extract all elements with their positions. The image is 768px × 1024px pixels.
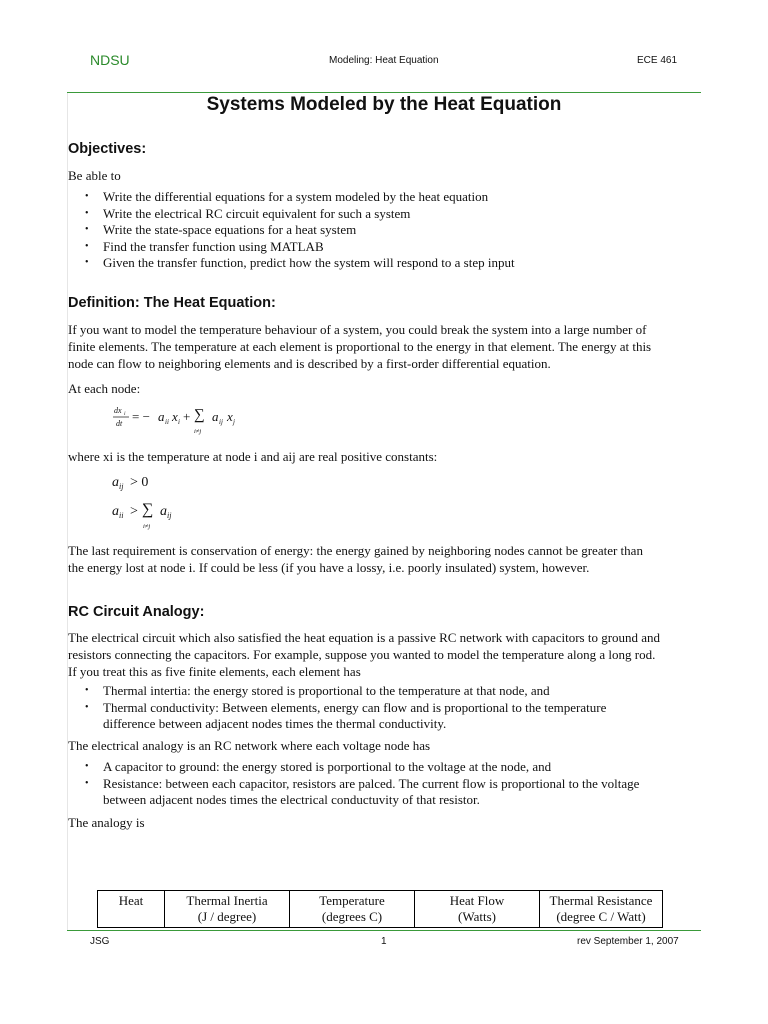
list-item-text: A capacitor to ground: the energy stored is porportional to the voltage at the node, and xyxy=(103,759,552,774)
electrical-properties-list xyxy=(68,759,639,809)
svg-text:= −: = − xyxy=(132,409,150,424)
svg-text:a: a xyxy=(212,409,219,424)
analogy-intro: The electrical analogy is an RC network where each voltage node has xyxy=(68,738,431,753)
at-each-node-text: At each node: xyxy=(68,381,141,396)
svg-text:j: j xyxy=(233,418,235,426)
svg-text:i: i xyxy=(178,418,180,426)
list-item xyxy=(68,776,639,809)
paragraph-line: node can flow to neighboring elements and is described by a first-order differential equation. xyxy=(68,356,551,371)
list-item-text: Thermal intertia: the energy stored is proportional to the temperature at that node, and xyxy=(103,683,550,698)
list-item xyxy=(68,683,606,700)
definition-heading: Definition: The Heat Equation: xyxy=(68,295,276,311)
table-cell xyxy=(415,891,540,928)
list-item: • Write the state-space equations for a heat system xyxy=(68,222,515,239)
cell-line: (degree C / Watt) xyxy=(556,909,646,924)
objectives-heading: Objectives: xyxy=(68,141,147,157)
rc-paragraph xyxy=(68,629,660,680)
footer-rule xyxy=(67,930,701,931)
svg-text:+: + xyxy=(183,409,191,424)
cell-line: Heat Flow xyxy=(449,893,505,908)
paragraph-line: resistors connecting the capacitors. For example, suppose you wanted to model the temperature along a long rod. xyxy=(68,647,656,662)
header-topic: Modeling: Heat Equation xyxy=(329,55,439,66)
analogy-table xyxy=(97,890,663,928)
paragraph-line: The electrical circuit which also satisfied the heat equation is a passive RC network with capacitors to ground and xyxy=(68,630,661,645)
list-item-text: between adjacent nodes times the electrical conductuvity of that resistor. xyxy=(103,792,480,807)
objectives-intro: Be able to xyxy=(68,168,121,183)
paragraph-line: finite elements. The temperature at each element is proportional to the energy in that element. The energy at this xyxy=(68,339,652,354)
svg-text:ij: ij xyxy=(119,482,124,491)
svg-text:a: a xyxy=(112,475,119,490)
where-text: where xi is the temperature at node i and aij are real positive constants: xyxy=(68,449,438,464)
header-org: NDSU xyxy=(90,52,130,68)
paragraph-line: If you want to model the temperature behaviour of a system, you could break the system into a large number of xyxy=(68,322,647,337)
footer-page-number: 1 xyxy=(381,936,387,947)
header-course: ECE 461 xyxy=(637,55,678,66)
paragraph-line: The last requirement is conservation of energy: the energy gained by neighboring nodes cannot be greater than xyxy=(68,543,643,558)
svg-text:∑: ∑ xyxy=(142,501,154,518)
list-item-text: • Resistance: between each capacitor, resistors are palced. The current flow is proportional to the voltage xyxy=(103,775,640,791)
paragraph-line: If you treat this as five finite elements, each element has xyxy=(68,664,361,679)
table-cell xyxy=(165,891,290,928)
list-item xyxy=(68,759,639,776)
svg-text:a: a xyxy=(112,504,119,519)
svg-text:dt: dt xyxy=(116,419,123,428)
svg-text:a: a xyxy=(158,409,165,424)
svg-text:>: > xyxy=(130,504,138,519)
svg-text:> 0: > 0 xyxy=(130,475,149,490)
footer-revision: rev September 1, 2007 xyxy=(577,936,679,947)
svg-text:i≠j: i≠j xyxy=(143,523,151,530)
cell-line: Temperature xyxy=(319,893,385,908)
table-cell xyxy=(98,891,165,928)
cell-line: Thermal Inertia xyxy=(186,893,268,908)
list-item-text: difference between adjacent nodes times the thermal conductivity. xyxy=(103,716,447,731)
list-item: • Given the transfer function, predict how the system will respond to a step input xyxy=(68,255,515,272)
header-rule xyxy=(67,92,701,93)
svg-text:ij: ij xyxy=(219,418,223,426)
thermal-properties-list xyxy=(68,683,606,733)
heat-equation-formula xyxy=(108,402,278,438)
svg-text:dx: dx xyxy=(114,406,122,415)
cell-line: (Watts) xyxy=(458,909,496,924)
conservation-paragraph xyxy=(68,542,643,576)
list-item xyxy=(68,700,606,733)
svg-text:i≠j: i≠j xyxy=(194,428,202,435)
svg-text:i: i xyxy=(124,411,126,417)
table-cell xyxy=(540,891,663,928)
paragraph-line: the energy lost at node i. If could be less (if you have a lossy, i.e. poorly insulated) system, however. xyxy=(68,560,590,575)
svg-text:ij: ij xyxy=(167,511,172,520)
svg-text:ii: ii xyxy=(165,418,169,426)
svg-text:a: a xyxy=(160,504,167,519)
analogy-is-text: The analogy is xyxy=(68,815,145,830)
cell-line: Thermal Resistance xyxy=(549,893,653,908)
svg-text:x: x xyxy=(172,409,178,424)
objectives-list xyxy=(68,189,515,272)
list-item: • Write the differential equations for a system modeled by the heat equation xyxy=(68,189,515,206)
list-item: • Write the electrical RC circuit equivalent for such a system xyxy=(68,206,515,223)
cell-line: (degrees C) xyxy=(321,909,383,924)
table-cell xyxy=(290,891,415,928)
constraint-formulas xyxy=(108,470,228,534)
list-item-text: • Thermal conductivity: Between elements, energy can flow and is proportional to the temperature xyxy=(103,699,607,715)
list-item: • Find the transfer function using MATLAB xyxy=(68,239,515,256)
cell-line: Heat xyxy=(118,893,144,908)
svg-text:∑: ∑ xyxy=(194,407,205,423)
page-title: Systems Modeled by the Heat Equation xyxy=(206,94,562,115)
definition-paragraph xyxy=(68,321,651,372)
rc-heading: RC Circuit Analogy: xyxy=(68,604,205,620)
table-row xyxy=(98,891,663,928)
footer-author: JSG xyxy=(90,936,110,947)
svg-text:x: x xyxy=(227,409,233,424)
cell-line: (J / degree) xyxy=(197,909,257,924)
svg-text:ii: ii xyxy=(119,511,124,520)
